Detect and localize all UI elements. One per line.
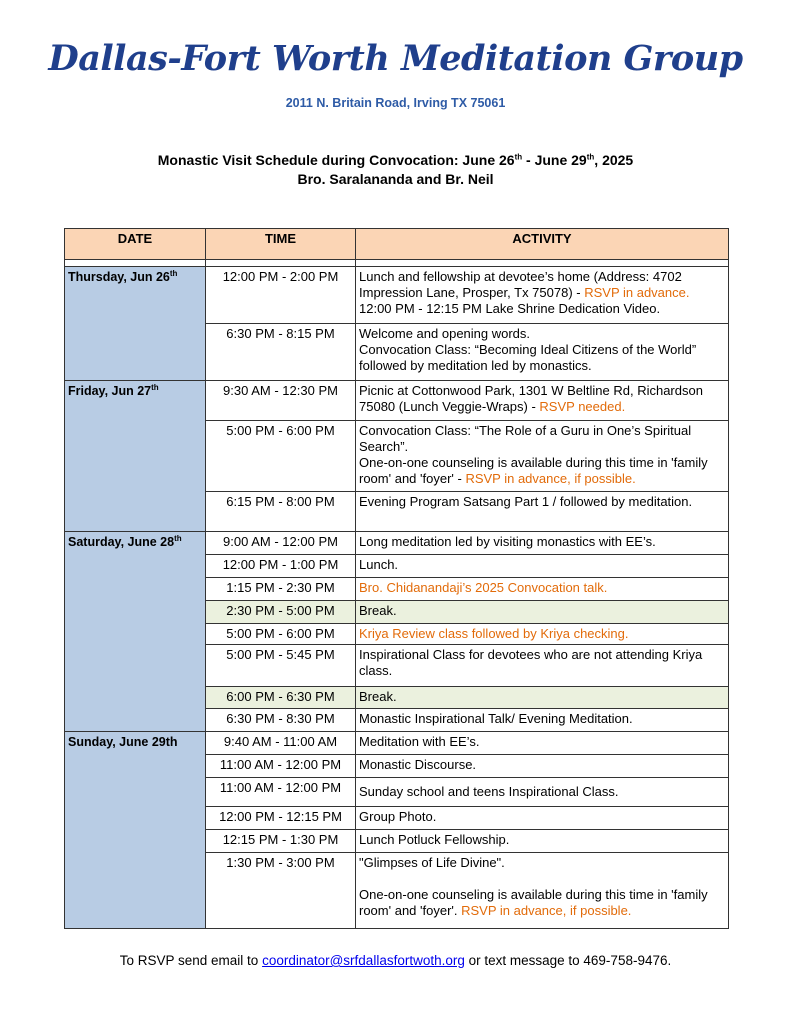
activity-text: Picnic at Cottonwood Park, 1301 W Beltline Rd, Richardson 75080 (Lunch Veggie-Wraps) - — [359, 383, 703, 414]
time-cell: 9:00 AM - 12:00 PM — [206, 532, 356, 555]
sup: th — [151, 382, 159, 392]
activity-cell: Kriya Review class followed by Kriya checking. — [356, 624, 729, 645]
col-date-header: DATE — [65, 229, 206, 260]
activity-cell: Break. — [356, 687, 729, 709]
rsvp-note: RSVP needed. — [539, 399, 626, 414]
activity-cell: Inspirational Class for devotees who are not attending Kriya class. — [356, 645, 729, 687]
rsvp-footer — [0, 953, 791, 968]
table-row — [65, 732, 729, 755]
time-cell: 5:00 PM - 6:00 PM — [206, 421, 356, 492]
time-cell: 12:00 PM - 2:00 PM — [206, 267, 356, 324]
footer-prefix: To RSVP send email to — [119, 953, 263, 968]
group-title: Dallas-Fort Worth Meditation Group — [48, 38, 743, 79]
day-saturday — [65, 532, 206, 732]
title-part: - June 29 — [522, 152, 587, 168]
activity-cell: Long meditation led by visiting monastics with EE’s. — [356, 532, 729, 555]
activity-cell: Monastic Inspirational Talk/ Evening Meditation. — [356, 709, 729, 732]
activity-text: Lunch and fellowship at devotee’s home (Address: 4702 Impression Lane, Prosper, Tx 75078) - — [359, 269, 682, 300]
time-cell: 6:30 PM - 8:15 PM — [206, 324, 356, 381]
schedule-subtitle: Bro. Saralananda and Br. Neil — [297, 171, 494, 187]
activity-text: One-on-one counseling is available during this time in 'family room' and 'foyer'. — [359, 887, 708, 918]
time-cell: 9:40 AM - 11:00 AM — [206, 732, 356, 755]
time-cell: 12:00 PM - 12:15 PM — [206, 807, 356, 830]
activity-text: One-on-one counseling is available during this time in 'family room' and 'foyer' - — [359, 455, 708, 486]
day-friday — [65, 381, 206, 532]
time-cell: 5:00 PM - 6:00 PM — [206, 624, 356, 645]
table-row — [65, 267, 729, 324]
table-row — [65, 532, 729, 555]
time-cell: 1:30 PM - 3:00 PM — [206, 853, 356, 929]
activity-cell: Sunday school and teens Inspirational Class. — [356, 778, 729, 807]
table-row — [65, 381, 729, 421]
day-thursday — [65, 267, 206, 381]
day-label: Saturday, June 28 — [68, 535, 175, 549]
time-cell: 5:00 PM - 5:45 PM — [206, 645, 356, 687]
activity-cell: Bro. Chidanandaji’s 2025 Convocation talk. — [356, 578, 729, 601]
title-part: , 2025 — [594, 152, 634, 168]
activity-text: 12:00 PM - 12:15 PM Lake Shrine Dedication Video. — [359, 301, 661, 316]
col-time-header: TIME — [206, 229, 356, 260]
activity-cell: Break. — [356, 601, 729, 624]
table-header-row — [65, 229, 729, 260]
activity-text: Convocation Class: “Becoming Ideal Citizens of the World” followed by meditation led by monastics. — [359, 342, 697, 373]
col-activity-header: ACTIVITY — [356, 229, 729, 260]
time-cell: 6:15 PM - 8:00 PM — [206, 492, 356, 532]
activity-cell — [356, 267, 729, 324]
day-label: Thursday, Jun 26 — [68, 270, 170, 284]
sup: th — [514, 152, 523, 162]
schedule-title — [0, 151, 791, 170]
rsvp-note: RSVP in advance, if possible. — [461, 903, 632, 918]
time-cell: 9:30 AM - 12:30 PM — [206, 381, 356, 421]
day-label: Friday, Jun 27 — [68, 384, 152, 398]
time-cell: 6:30 PM - 8:30 PM — [206, 709, 356, 732]
activity-cell — [356, 324, 729, 381]
group-address: 2011 N. Britain Road, Irving TX 75061 — [285, 96, 506, 110]
activity-cell — [356, 421, 729, 492]
activity-cell: Monastic Discourse. — [356, 755, 729, 778]
activity-text: "Glimpses of Life Divine". — [359, 855, 505, 870]
title-part: Monastic Visit Schedule during Convocation: June 26 — [157, 152, 515, 168]
time-cell: 12:00 PM - 1:00 PM — [206, 555, 356, 578]
activity-cell: Meditation with EE’s. — [356, 732, 729, 755]
sup: th — [169, 268, 178, 278]
sup: th — [174, 533, 182, 543]
time-cell: 11:00 AM - 12:00 PM — [206, 778, 356, 807]
activity-cell: Lunch Potluck Fellowship. — [356, 830, 729, 853]
activity-cell: Lunch. — [356, 555, 729, 578]
activity-text: Welcome and opening words. — [359, 326, 531, 341]
time-cell: 12:15 PM - 1:30 PM — [206, 830, 356, 853]
time-cell: 11:00 AM - 12:00 PM — [206, 755, 356, 778]
rsvp-note: RSVP in advance. — [584, 285, 690, 300]
sup: th — [586, 152, 595, 162]
schedule-table — [64, 228, 729, 929]
activity-cell: Evening Program Satsang Part 1 / followed by meditation. — [356, 492, 729, 532]
schedule-heading — [0, 151, 791, 189]
activity-cell — [356, 381, 729, 421]
day-sunday: Sunday, June 29th — [65, 732, 206, 929]
activity-cell: Group Photo. — [356, 807, 729, 830]
time-cell: 2:30 PM - 5:00 PM — [206, 601, 356, 624]
activity-cell — [356, 853, 729, 929]
email-link[interactable]: coordinator@srfdallasfortwoth.org — [262, 953, 465, 968]
activity-text: Convocation Class: “The Role of a Guru in One’s Spiritual Search”. — [359, 423, 692, 454]
time-cell: 1:15 PM - 2:30 PM — [206, 578, 356, 601]
footer-suffix: or text message to 469-758-9476. — [464, 953, 672, 968]
time-cell: 6:00 PM - 6:30 PM — [206, 687, 356, 709]
rsvp-note: RSVP in advance, if possible. — [465, 471, 636, 486]
spacer-row — [65, 260, 729, 267]
